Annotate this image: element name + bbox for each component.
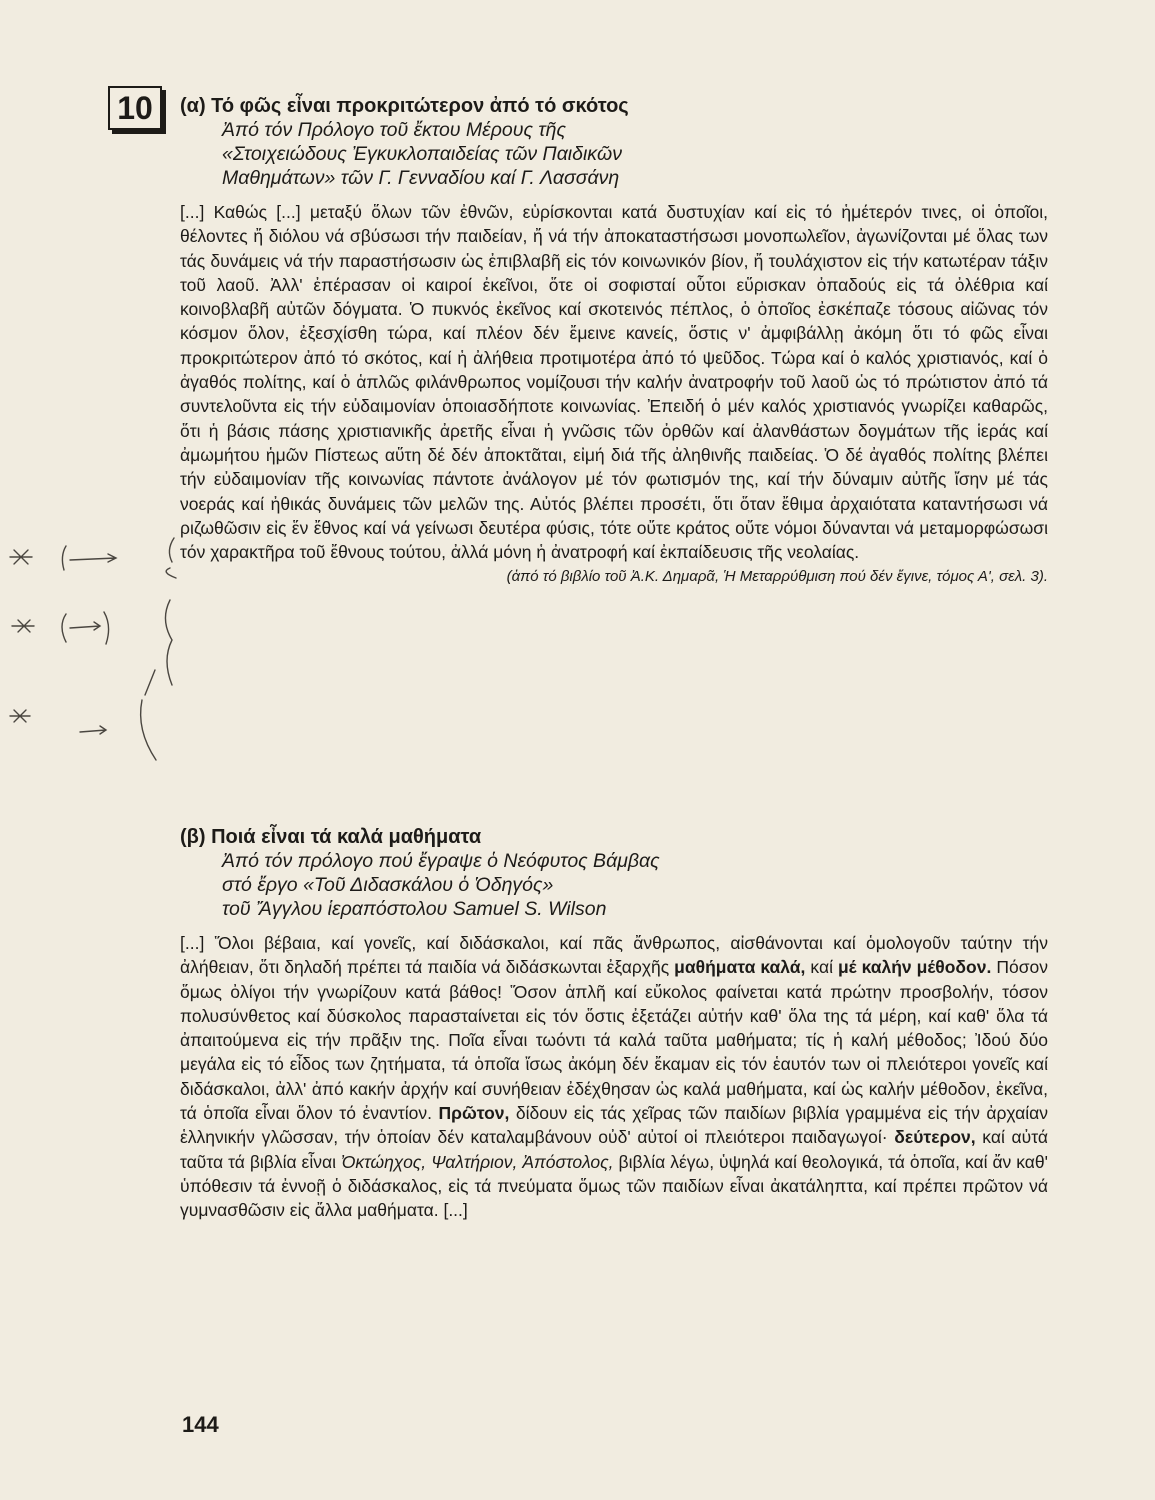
section-a-subtitle-line: Μαθημάτων» τῶν Γ. Γενναδίου καί Γ. Λασσάνη [222, 167, 620, 189]
bold-phrase: Πρῶτον, [438, 1103, 510, 1124]
section-a-body [180, 200, 1048, 564]
section-b-subtitle-line: Ἀπό τόν πρόλογο πού ἔγραψε ὁ Νεόφυτος Βάμβας [222, 850, 660, 872]
section-a-paragraph: [...] Καθώς [...] μεταξύ ὅλων τῶν ἐθνῶν, εὑρίσκονται κατά δυστυχίαν καί εἰς τό ἡμέτερόν τινες, οἱ ὁποῖοι, θέλοντες ἤ διόλου νά σβύσωσι τήν παιδείαν, ἤ νά τήν ἀποκαταστήσωσι μονοπωλεῖον, ἀγωνίζονται μέ ὅλας των τάς δυνάμεις νά τήν παραστήσωσιν ὡς ἐπιβλαβῆ εἰς τόν κοινωνικόν βίον, ἤ τουλάχιστον εἰς τήν κατωτέραν τάξιν τοῦ λαοῦ. Ἀλλ' ἐπέρασαν οἱ καιροί ἐκεῖνοι, ὅτε οἱ σοφισταί οὗτοι εὕρισκαν ὀπαδούς εἰς τά ὀλέθρια καί κοινοβλαβῆ αὐτῶν δόγματα. Ὁ πυκνός ἐκεῖνος καί σκοτεινός πέπλος, ὁ ὁποῖος ἐσκέπαζε τόσους αἰῶνας τόν κόσμον ὅλον, ἐξεσχίσθη τώρα, καί πλέον δέν ἔμεινε κανείς, ὅστις ν' ἀμφιβάλλῃ ἀκόμη ὅτι τό φῶς εἶναι προκριτώτερον ἀπό τό σκότος, καί ἡ ἀλήθεια προτιμοτέρα ἀπό τό ψεῦδος. Τώρα καί ὁ καλός χριστιανός, καί ὁ ἀγαθός πολίτης, καί ὁ ἁπλῶς φιλάνθρωπος νομίζουσι τήν καλήν ἀνατροφήν τοῦ λαοῦ ὡς τό πρώτιστον ἀπό τά συντελοῦντα εἰς τήν εὐδαιμονίαν ὁποιασδήποτε κοινωνίας. Ἐπειδή ὁ μέν καλός χριστιανός γνωρίζει καθαρῶς, ὅτι ἡ βάσις πάσης χριστιανικῆς ἀρετῆς εἶναι ἡ γνῶσις τῶν ὀρθῶν καί ἀλανθάστων δογμάτων τῆς ἱεράς καί ἀμωμήτου ἡμῶν Πίστεως αὕτη δέ δέν ἀποκτᾶται, εἰμή διά τῆς ἀληθινῆς παιδείας. Ὁ δέ ἀγαθός πολίτης βλέπει τήν εὐδαιμονίαν τῆς κοινωνίας πάντοτε ἀνάλογον μέ τόν φωτισμόν της, καί τήν δύναμιν αὐτῆς ἴσην μέ τάς νοεράς καί ἠθικάς δυνάμεις τῶν μελῶν της. Αὐτός βλέπει προσέτι, ὅτι ὅταν ἔθιμα ἀρχαιότατα καταντήσωσι νά ριζωθῶσιν εἰς ἕν ἔθνος καί νά γείνωσι δευτέρα φύσις, τότε οὔτε κράτος οὔτε νόμοι δύνανται νά μεταμορφώσωσι τόν χαρακτῆρα τοῦ ἔθνους τούτου, ἀλλά μόνη ἡ ἀνατροφή καί ἐκπαίδευσις τῆς νεολαίας. [180, 202, 1048, 563]
section-a-heading: (α) Τό φῶς εἶναι προκριτώτερον ἀπό τό σκότος [180, 95, 629, 117]
page-number: 144 [182, 1412, 219, 1437]
section-b-paragraph [180, 931, 1048, 1223]
section-b-subtitle-line: στό ἔργο «Τοῦ Διδασκάλου ὁ Ὁδηγός» [222, 874, 554, 896]
handwritten-margin-marks [0, 520, 180, 780]
italic-book-titles: Ὀκτώηχος, Ψαλτήριον, Ἀπόστολος, [340, 1151, 614, 1172]
bold-phrase: δεύτερον, [894, 1127, 976, 1148]
text-run: Πόσον ὅμως ὀλίγοι τήν γνωρίζουν κατά βάθος! Ὅσον ἁπλῆ καί εὔκολος φαίνεται κατά πρώτην προσβολήν, τόσον πολυσύνθετος καί δύσκολος παρασταίνεται εἰς τόν ὅστις ἐξετάζει αὐτήν καθ' ὅλα της τά μέρη, καί καθ' ὅλα τά ἀπαιτούμενα εἰς τήν πρᾶξιν της. Ποῖα εἶναι τωόντι τά καλά ταῦτα μαθήματα; τίς ἡ καλή μέθοδος; Ἰδού δύο μεγάλα εἰς τό εἶδος των ζητήματα, τά ὁποῖα ἴσως ἀκόμη δέν ἔκαμαν εἰς τόν ἑαυτόν των οἱ πλειότεροι γονεῖς καί διδάσκαλοι, ἀλλ' ἀπό κακήν ἀρχήν καί συνήθειαν ἐδέχθησαν ὡς καλά μαθήματα, καί ὡς καλήν μέθοδον, ἐκεῖνα, τά ὁποῖα εἶναι ὅλον τό ἐναντίον. [180, 957, 1048, 1124]
section-a [180, 94, 1048, 588]
section-b-subtitle [222, 849, 1048, 921]
section-a-subtitle [222, 118, 1048, 190]
section-b-body [180, 931, 1048, 1223]
section-a-subtitle-line: «Στοιχειώδους Ἐγκυκλοπαιδείας τῶν Παιδικῶν [222, 143, 622, 165]
section-number-badge: 10 [108, 86, 162, 130]
bold-phrase: μαθήματα καλά, [674, 957, 806, 978]
section-b [180, 825, 1048, 1223]
bold-phrase: μέ καλήν μέθοδον. [837, 957, 992, 978]
text-run: βιβλία λέγω, ὑψηλά καί θεολογικά, τά ὁποῖα, καί ἄν καθ' ὑπόθεσιν τά ἐννοῇ ὁ διδάσκαλος, εἰς τά πνεύματα ὅμως τῶν παιδίων εἶναι ἀκατάληπτα, καί πρέπει πρῶτον νά γυμνασθῶσιν εἰς ἄλλα μαθήματα. [...] [180, 1151, 1048, 1221]
text-run: δίδουν εἰς τάς χεῖρας τῶν παιδίων βιβλία γραμμένα εἰς τήν ἀρχαίαν ἑλληνικήν γλῶσσαν, τήν ὁποίαν δέν καταλαμβάνουν οὐδ' αὐτοί οἱ πλειότεροι παιδαγωγοί· [180, 1103, 1049, 1148]
section-a-source-citation: (ἀπό τό βιβλίο τοῦ Ἀ.Κ. Δημαρᾶ, Ἡ Μεταρρύθμιση πού δέν ἔγινε, τόμος Α', σελ. 3). [506, 568, 1048, 586]
text-run: καί [805, 957, 838, 978]
section-b-heading: (β) Ποιά εἶναι τά καλά μαθήματα [180, 826, 482, 848]
text-run: καί αὐτά ταῦτα τά βιβλία εἶναι [180, 1127, 1048, 1172]
section-b-subtitle-line: τοῦ Ἄγγλου ἱεραπόστολου Samuel S. Wilson [222, 898, 607, 920]
text-run: [...] Ὅλοι βέβαια, καί γονεῖς, καί διδάσκαλοι, καί πᾶς ἄνθρωπος, αἰσθάνονται καί ὁμολογοῦν ταύτην τήν ἀλήθειαν, ὅτι δηλαδή πρέπει τά παιδία νά διδάσκωνται ἐξαρχῆς [180, 933, 1048, 978]
section-a-subtitle-line: Ἀπό τόν Πρόλογο τοῦ ἔκτου Μέρους τῆς [222, 119, 566, 141]
